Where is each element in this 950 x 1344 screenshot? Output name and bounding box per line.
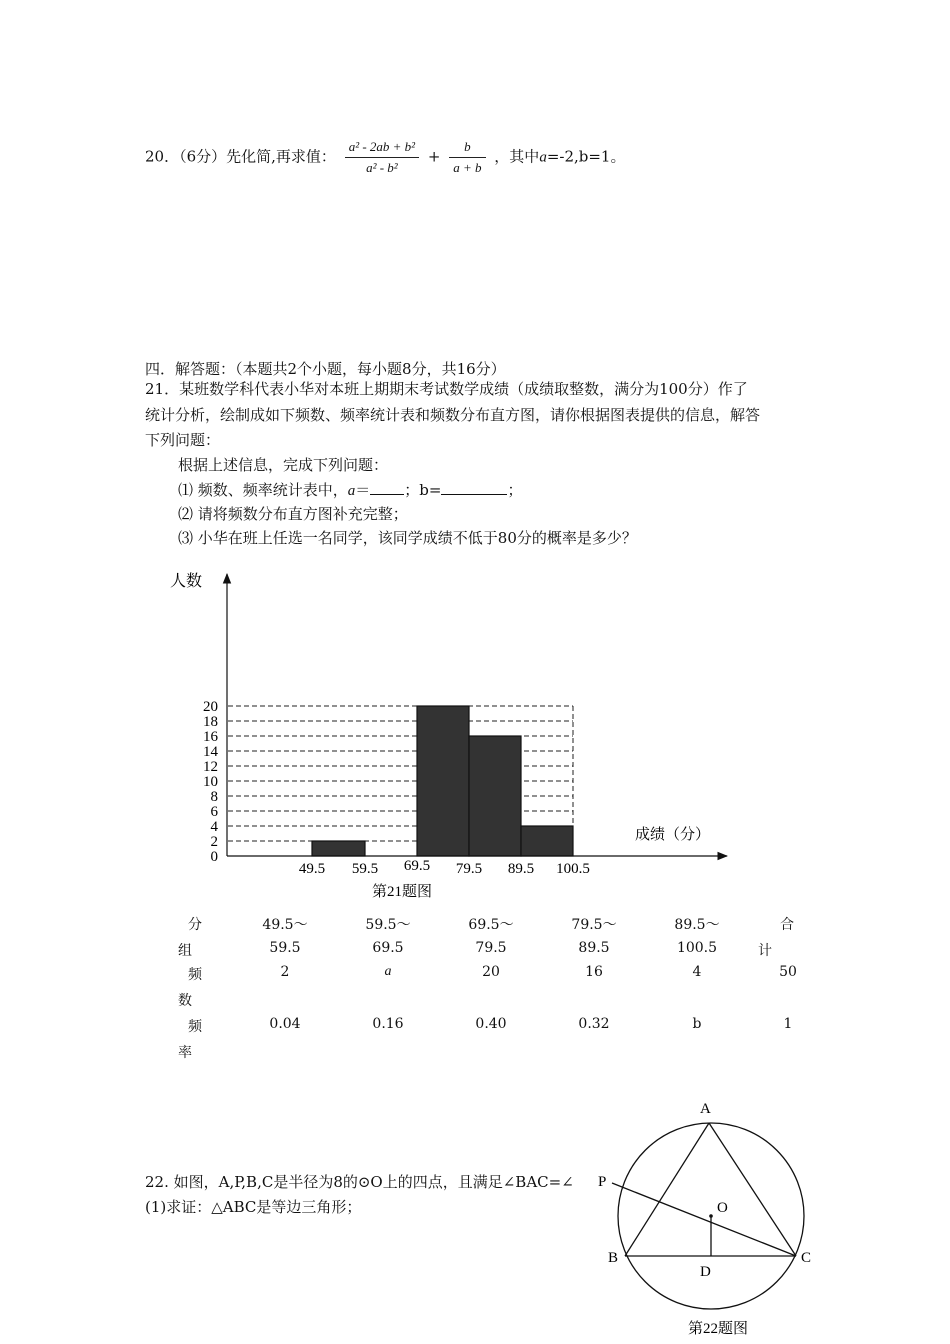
rate-cell: 0.04 <box>269 1016 301 1032</box>
y-tick-14: 14 <box>203 744 218 760</box>
rate-cell: 0.32 <box>578 1016 610 1032</box>
q20-fraction-1 <box>345 139 419 176</box>
table-group-3 <box>441 914 541 956</box>
q22-line2: (1)求证：△ABC是等边三角形； <box>145 1198 362 1216</box>
q22-geometry-figure <box>595 1095 825 1344</box>
bar-89.5-100.5 <box>521 826 573 856</box>
rate-cell: 0.40 <box>475 1016 507 1032</box>
y-tick-labels <box>203 699 219 865</box>
bar-69.5-79.5 <box>417 706 469 856</box>
q20-frac1-denominator: a² - b² <box>366 160 398 175</box>
y-tick-2: 2 <box>210 834 218 850</box>
section4-heading: 四．解答题：（本题共2个小题，每小题8分，共16分） <box>145 360 506 378</box>
label-d: D <box>700 1264 711 1280</box>
rate-cell-b: b <box>692 1016 702 1032</box>
y-tick-20: 20 <box>203 699 218 715</box>
q20-line <box>145 139 625 176</box>
center-point <box>709 1214 713 1218</box>
q20-frac1-numerator: a² - 2ab + b² <box>345 139 419 158</box>
x-tick-69.5: 69.5 <box>403 858 431 874</box>
row-rate-label <box>170 1016 200 1062</box>
q21-sub1 <box>178 479 522 500</box>
row-freq-label-2: 数 <box>178 993 192 1009</box>
q20-fraction-2 <box>449 139 485 176</box>
group-4-end: 89.5 <box>578 940 610 956</box>
rate-cell: 0.16 <box>372 1016 404 1032</box>
total-label-2: 计 <box>758 943 772 959</box>
y-tick-16: 16 <box>203 729 218 745</box>
segment-pc <box>612 1183 796 1256</box>
x-tick-100.5: 100.5 <box>556 861 590 877</box>
q20-suffix-pre: ，其中 <box>494 147 540 166</box>
freq-cell: 20 <box>482 964 500 980</box>
freq-cell: 4 <box>692 964 702 980</box>
q21-sub3: ⑶ 小华在班上任选一名同学，该同学成绩不低于80分的概率是多少？ <box>178 529 637 547</box>
q21-line2: 统计分析，绘制成如下频数、频率统计表和频数分布直方图，请你根据图表提供的信息，解答 <box>145 406 761 424</box>
x-tick-59.5: 59.5 <box>351 861 379 877</box>
row-freq-label <box>170 964 200 1010</box>
group-3-end: 79.5 <box>475 940 507 956</box>
bar-49.5-59.5 <box>312 841 365 856</box>
label-b: B <box>608 1250 619 1266</box>
x-tick-79.5: 79.5 <box>455 861 483 877</box>
group-3-start: 69.5～ <box>468 917 514 933</box>
y-tick-18: 18 <box>203 714 218 730</box>
y-tick-12: 12 <box>203 759 218 775</box>
group-2-start: 59.5～ <box>365 917 411 933</box>
q21-line1: 21．某班数学科代表小华对本班上期期末考试数学成绩（成绩取整数，满分为100分）作了 <box>145 380 748 398</box>
total-label-1: 合 <box>780 917 794 933</box>
segment-ac <box>709 1123 796 1256</box>
freq-cell: 2 <box>280 964 290 980</box>
table-group-1 <box>235 914 335 956</box>
group-4-start: 79.5～ <box>571 917 617 933</box>
group-1-start: 49.5～ <box>262 917 308 933</box>
y-tick-8: 8 <box>210 789 218 805</box>
q21-line3: 下列问题： <box>145 431 221 449</box>
y-tick-6: 6 <box>210 804 218 820</box>
bar-79.5-89.5 <box>469 736 521 856</box>
label-c: C <box>801 1250 812 1266</box>
group-1-end: 59.5 <box>269 940 301 956</box>
q20-suffix-post: =-2,b=1。 <box>546 147 626 166</box>
q22-caption: 第22题图 <box>688 1321 749 1337</box>
q21-intro: 根据上述信息，完成下列问题： <box>178 456 389 474</box>
row-rate-label-1: 频 <box>188 1019 202 1035</box>
table-group-4 <box>544 914 644 956</box>
freq-cell: 16 <box>585 964 603 980</box>
table-total-label <box>758 914 798 960</box>
y-tick-10: 10 <box>203 774 218 790</box>
rate-total: 1 <box>783 1016 793 1032</box>
x-tick-labels <box>299 858 590 877</box>
blank-b[interactable] <box>441 480 507 495</box>
q20-frac2-numerator: b <box>449 139 485 158</box>
segment-ab <box>625 1123 709 1256</box>
group-5-end: 100.5 <box>676 940 718 956</box>
row-freq-label-1: 频 <box>188 967 202 983</box>
x-tick-89.5: 89.5 <box>507 861 535 877</box>
freq-cell-a: a <box>384 964 392 979</box>
q21-sub1-end: ； <box>507 481 523 499</box>
y-tick-4: 4 <box>210 819 218 835</box>
x-axis-label: 成绩（分） <box>635 827 711 843</box>
row-rate-label-2: 率 <box>178 1045 192 1061</box>
chart-caption: 第21题图 <box>372 884 433 900</box>
table-group-5 <box>647 914 747 956</box>
table-header-label <box>170 914 200 960</box>
q20-prefix: 20．（6分）先化简,再求值： <box>145 147 336 166</box>
label-p: P <box>598 1174 607 1190</box>
label-o: O <box>717 1200 728 1216</box>
group-2-end: 69.5 <box>372 940 404 956</box>
q20-frac2-denominator: a + b <box>453 160 482 175</box>
blank-a[interactable] <box>370 480 404 495</box>
q21-sub1-mid: ＝ <box>355 481 371 499</box>
q22-line1: 22. 如图，A,P,B,C是半径为8的⊙O上的四点，且满足∠BAC=∠ <box>145 1173 574 1191</box>
y-tick-0: 0 <box>210 849 218 865</box>
freq-total: 50 <box>779 964 797 980</box>
table-header-label-1: 分 <box>188 917 202 933</box>
q21-sub1-b: ；b= <box>404 481 442 499</box>
y-axis-label: 人数 <box>170 573 203 590</box>
q20-plus: + <box>427 147 441 166</box>
q21-sub1-pre: ⑴ 频数、频率统计表中， <box>178 481 348 499</box>
histogram-chart <box>0 560 950 905</box>
group-5-start: 89.5～ <box>674 917 720 933</box>
q20-var-a: a <box>539 149 547 166</box>
q21-sub2: ⑵ 请将频数分布直方图补充完整； <box>178 505 408 523</box>
label-a: A <box>700 1101 711 1117</box>
x-tick-49.5: 49.5 <box>298 861 326 877</box>
table-group-2 <box>338 914 438 956</box>
table-header-label-2: 组 <box>178 943 192 959</box>
q21-sub1-a: a <box>347 483 356 499</box>
